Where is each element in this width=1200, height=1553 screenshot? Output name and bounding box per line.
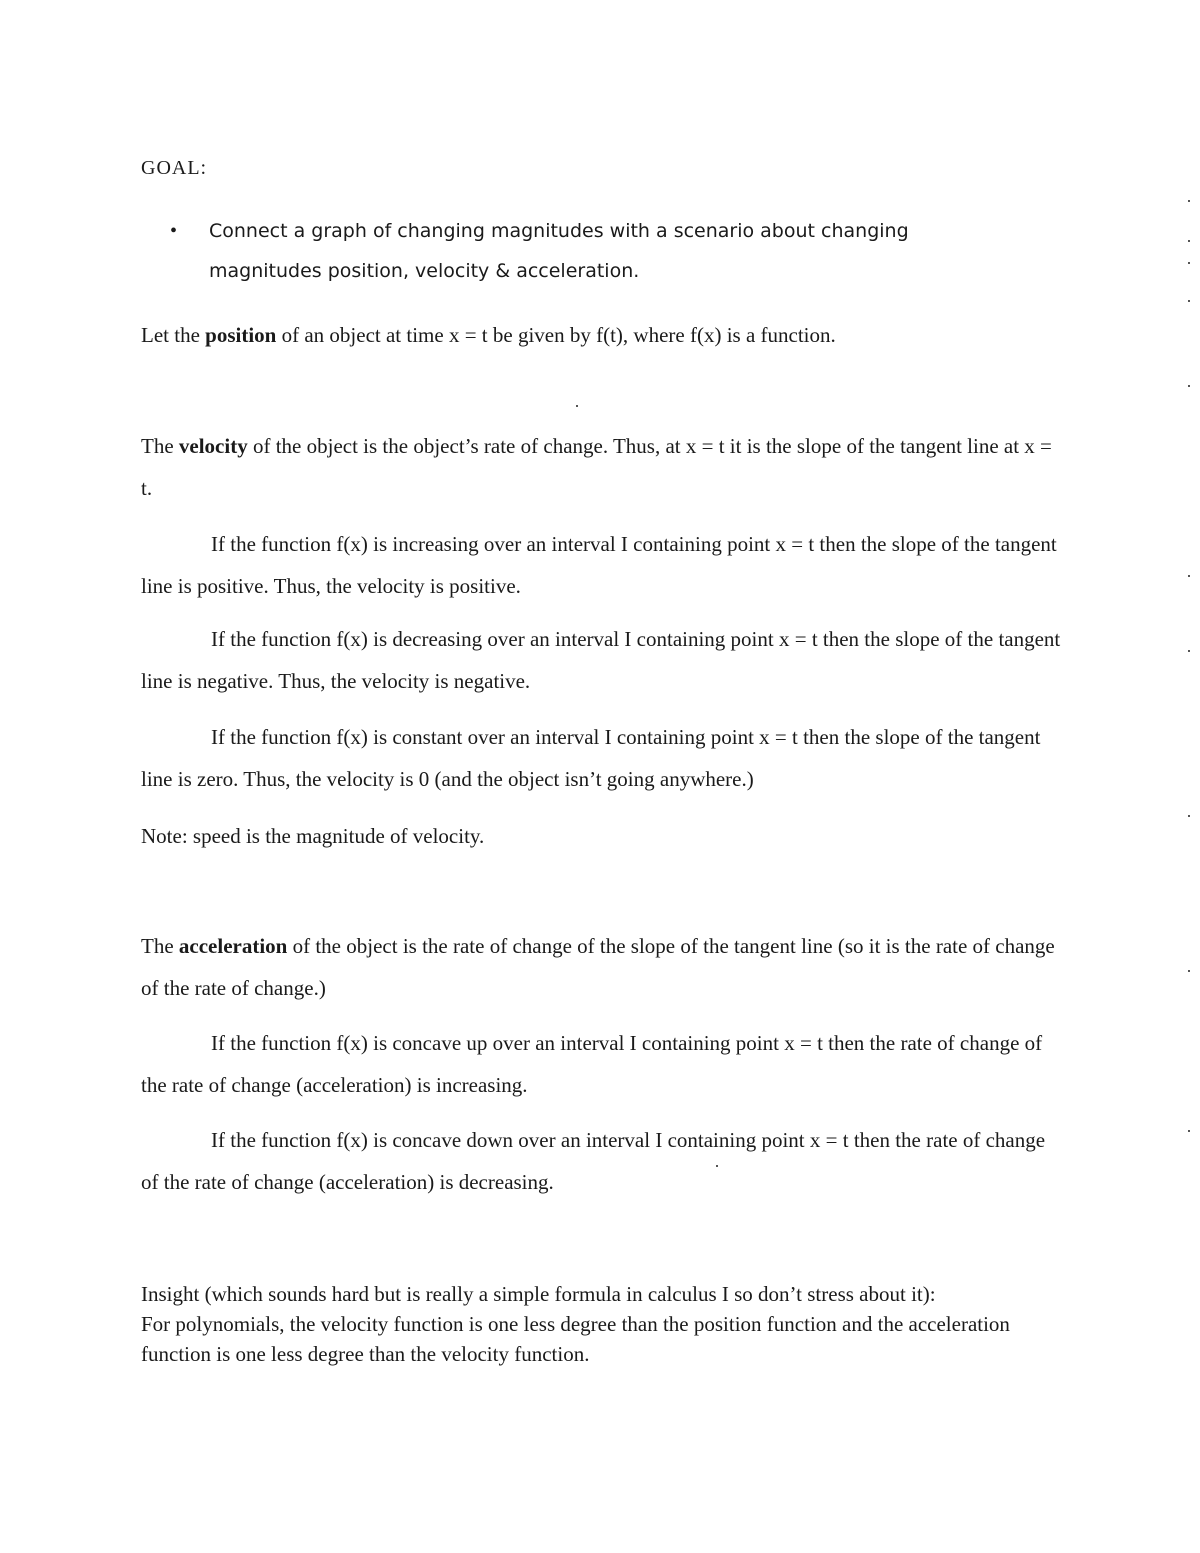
concave-up-paragraph: If the function f(x) is concave up over an interval I containing point x = t then the rate of change of the rate of change (acceleration) is increasing. (141, 1031, 1043, 1097)
speed-note: Note: speed is the magnitude of velocity. (141, 824, 485, 848)
scan-artifact (1188, 262, 1190, 264)
scan-artifact (1188, 815, 1190, 817)
velocity-increasing-paragraph: If the function f(x) is increasing over an interval I containing point x = t then the slope of the tangent line is positive. Thus, the velocity is positive. (141, 532, 1057, 598)
position-text-pre: Let the (141, 323, 206, 347)
goal-bullet-text: Connect a graph of changing magnitudes with a scenario about changing magnitudes position, velocity & acceleration. (209, 220, 909, 282)
scan-artifact (1188, 970, 1190, 972)
position-text-post: of an object at time x = t be given by f(t), where f(x) is a function. (276, 323, 836, 347)
scan-artifact (1188, 650, 1190, 652)
scan-artifact (1188, 240, 1190, 242)
position-term: position (205, 323, 277, 347)
scan-artifact (1188, 575, 1190, 577)
insight-line-2: For polynomials, the velocity function is one less degree than the position function and the acceleration function is one less degree than the velocity function. (141, 1312, 1010, 1366)
velocity-intro-paragraph (141, 425, 1061, 509)
acceleration-intro-paragraph (141, 925, 1061, 1009)
bullet-icon: • (170, 220, 178, 242)
insight-line-1: Insight (which sounds hard but is really a simple formula in calculus I so don’t stress about it): (141, 1282, 936, 1306)
velocity-text-pre: The (141, 434, 179, 458)
scan-artifact (1188, 1130, 1190, 1132)
scan-artifact (1188, 200, 1190, 202)
scan-artifact (716, 1165, 718, 1167)
acceleration-text-pre: The (141, 934, 179, 958)
velocity-term: velocity (178, 434, 248, 458)
acceleration-term: acceleration (178, 934, 288, 958)
acceleration-text-post: of the object is the rate of change of the slope of the tangent line (so it is the rate of change of the rate of change.) (141, 934, 1055, 1000)
scan-artifact (1188, 385, 1190, 387)
velocity-decreasing-paragraph: If the function f(x) is decreasing over an interval I containing point x = t then the slope of the tangent line is negative. Thus, the velocity is negative. (141, 627, 1061, 693)
insight-block (141, 1279, 1061, 1369)
scan-artifact (1188, 300, 1190, 302)
goal-heading: GOAL: (141, 157, 208, 179)
velocity-constant-paragraph: If the function f(x) is constant over an interval I containing point x = t then the slope of the tangent line is zero. Thus, the velocity is 0 (and the object isn’t going anywhere.) (141, 725, 1041, 791)
scan-artifact (576, 405, 578, 407)
position-paragraph (141, 314, 1061, 356)
concave-down-paragraph: If the function f(x) is concave down over an interval I containing point x = t then the rate of change of the rate of change (acceleration) is decreasing. (141, 1128, 1046, 1194)
velocity-text-post: of the object is the object’s rate of change. Thus, at x = t it is the slope of the tangent line at x = t. (141, 434, 1052, 500)
